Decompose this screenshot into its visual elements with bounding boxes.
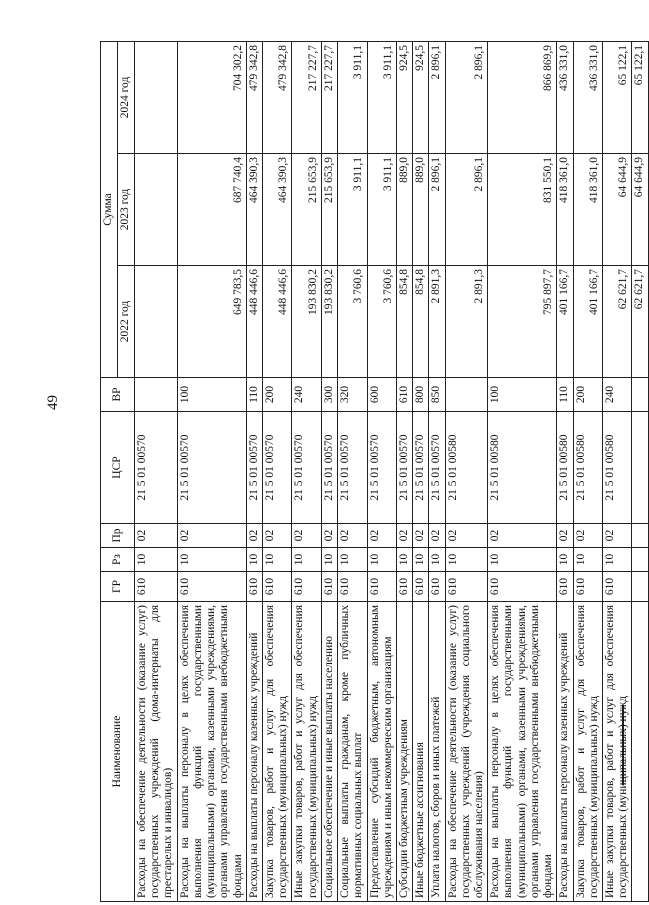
row-vr-cell: 100: [488, 378, 557, 412]
row-vr-cell: 110: [557, 378, 573, 412]
row-vr-cell: 610: [396, 378, 412, 412]
row-2023-cell: 464 390,3: [246, 154, 262, 266]
row-2024-cell: 65 122,1: [603, 41, 632, 153]
row-2022-cell: 193 830,2: [321, 266, 337, 378]
row-name-cell: Расходы на выплаты персоналу казенных учреждений: [557, 602, 573, 902]
empty-cell: [632, 412, 648, 524]
row-gr-cell: 610: [413, 572, 429, 602]
row-2024-cell: 3 911,1: [338, 41, 367, 153]
row-gr-cell: 610: [292, 572, 321, 602]
empty-cell: [632, 378, 648, 412]
empty-cell: [632, 524, 648, 548]
table-row: [135, 41, 178, 901]
row-rz-cell: 10: [177, 548, 246, 572]
table-row: [177, 41, 246, 901]
row-csr-cell: 21 5 01 00570: [246, 412, 262, 524]
row-2024-cell: 479 342,8: [262, 41, 291, 153]
row-name-cell: Расходы на обеспечение деятельности (оказание услуг) государственных учреждений (учреждения социального обслуживания населения): [445, 602, 488, 902]
row-name-cell: Иные бюджетные ассигнования: [413, 602, 429, 902]
row-pr-cell: 02: [262, 524, 291, 548]
row-vr-cell: 320: [338, 378, 367, 412]
row-pr-cell: 02: [488, 524, 557, 548]
row-csr-cell: 21 5 01 00570: [338, 412, 367, 524]
row-name-cell: Расходы на выплаты персоналу в целях обеспечения выполнения функций государственными (муниципальными) органами, казенными учреждениями, органами управления государственными внебюджетными фондами: [488, 602, 557, 902]
row-2022-cell: 448 446,6: [246, 266, 262, 378]
row-2023-cell: 2 896,1: [429, 154, 445, 266]
row-name-cell: Уплата налогов, сборов и иных платежей: [429, 602, 445, 902]
row-2023-cell: [135, 154, 178, 266]
row-gr-cell: 610: [262, 572, 291, 602]
row-2023-cell: 3 911,1: [367, 154, 396, 266]
row-csr-cell: 21 5 01 00580: [573, 412, 602, 524]
row-csr-cell: 21 5 01 00570: [135, 412, 178, 524]
row-rz-cell: 10: [321, 548, 337, 572]
row-name-cell: Иные закупки товаров, работ и услуг для обеспечения государственных (муниципальных) нужд: [292, 602, 321, 902]
row-2022-cell: 649 783,5: [177, 266, 246, 378]
row-csr-cell: 21 5 01 00570: [292, 412, 321, 524]
rotated-table-container: [100, 42, 646, 902]
table-row: [262, 41, 291, 901]
table-row: [396, 41, 412, 901]
row-pr-cell: 02: [573, 524, 602, 548]
row-2024-cell: 217 227,7: [321, 41, 337, 153]
row-name-cell: Расходы на выплаты персоналу в целях обеспечения выполнения функций государственными (муниципальными) органами, казенными учреждениями, органами управления государственными внебюджетными фондами: [177, 602, 246, 902]
row-2022-cell: 854,8: [396, 266, 412, 378]
row-2022-cell: 2 891,3: [445, 266, 488, 378]
row-vr-cell: 600: [367, 378, 396, 412]
row-2024-cell: 65 122,1: [632, 41, 648, 153]
row-pr-cell: 02: [413, 524, 429, 548]
row-pr-cell: 02: [338, 524, 367, 548]
row-vr-cell: [445, 378, 488, 412]
row-rz-cell: 10: [262, 548, 291, 572]
row-2023-cell: 889,0: [413, 154, 429, 266]
row-vr-cell: 850: [429, 378, 445, 412]
row-csr-cell: 21 5 01 00570: [177, 412, 246, 524]
row-rz-cell: 10: [488, 548, 557, 572]
row-csr-cell: 21 5 01 00570: [262, 412, 291, 524]
table-row: [367, 41, 396, 901]
row-csr-cell: 21 5 01 00580: [603, 412, 632, 524]
row-name-cell: Субсидии бюджетным учреждениям: [396, 602, 412, 902]
row-2022-cell: 62 621,7: [603, 266, 632, 378]
row-name-cell: Иные закупки товаров, работ и услуг для обеспечения государственных (муниципальных) нужд: [603, 602, 632, 902]
row-2022-cell: 62 621,7: [632, 266, 648, 378]
row-rz-cell: 10: [246, 548, 262, 572]
row-vr-cell: [135, 378, 178, 412]
row-vr-cell: 240: [292, 378, 321, 412]
row-2022-cell: 3 760,6: [338, 266, 367, 378]
row-vr-cell: 100: [177, 378, 246, 412]
row-pr-cell: 02: [445, 524, 488, 548]
row-gr-cell: 610: [603, 572, 632, 602]
row-gr-cell: 610: [557, 572, 573, 602]
header-sum: Сумма: [101, 41, 118, 377]
row-rz-cell: 10: [573, 548, 602, 572]
empty-cell: [632, 572, 648, 602]
row-vr-cell: 200: [262, 378, 291, 412]
row-pr-cell: 02: [603, 524, 632, 548]
row-rz-cell: 10: [429, 548, 445, 572]
header-year-2022: 2022 год: [118, 266, 135, 378]
row-rz-cell: 10: [445, 548, 488, 572]
table-row: [292, 41, 321, 901]
row-pr-cell: 02: [292, 524, 321, 548]
table-row: [573, 41, 602, 901]
row-gr-cell: 610: [573, 572, 602, 602]
row-2024-cell: [135, 41, 178, 153]
row-2023-cell: 418 361,0: [573, 154, 602, 266]
row-pr-cell: 02: [557, 524, 573, 548]
table-row: [603, 41, 632, 901]
row-gr-cell: 610: [488, 572, 557, 602]
row-name-cell: Социальное обеспечение и иные выплаты населению: [321, 602, 337, 902]
row-rz-cell: 10: [135, 548, 178, 572]
header-rz: Рз: [101, 548, 135, 572]
row-pr-cell: 02: [429, 524, 445, 548]
row-2022-cell: 193 830,2: [292, 266, 321, 378]
row-rz-cell: 10: [338, 548, 367, 572]
row-2024-cell: 2 896,1: [445, 41, 488, 153]
header-pr: Пр: [101, 524, 135, 548]
header-year-2023: 2023 год: [118, 154, 135, 266]
row-2022-cell: [135, 266, 178, 378]
row-rz-cell: 10: [413, 548, 429, 572]
row-gr-cell: 610: [445, 572, 488, 602]
row-pr-cell: 02: [246, 524, 262, 548]
row-name-cell: Предоставление субсидий бюджетным, автономным учреждениям и иным некоммерческим организациям: [367, 602, 396, 902]
row-rz-cell: 10: [367, 548, 396, 572]
row-csr-cell: 21 5 01 00570: [396, 412, 412, 524]
row-csr-cell: 21 5 01 00580: [557, 412, 573, 524]
row-2024-cell: 3 911,1: [367, 41, 396, 153]
row-name-cell: Расходы на обеспечение деятельности (оказание услуг) государственных учреждений (дома-интернаты для престарелых и инвалидов): [135, 602, 178, 902]
row-2022-cell: 2 891,3: [429, 266, 445, 378]
row-2024-cell: 2 896,1: [429, 41, 445, 153]
row-2023-cell: 3 911,1: [338, 154, 367, 266]
table-row-continuation: [632, 41, 648, 901]
empty-cell: [632, 548, 648, 572]
row-csr-cell: 21 5 01 00570: [429, 412, 445, 524]
table-row: [488, 41, 557, 901]
row-name-cell: Расходы на выплаты персоналу казенных учреждений: [246, 602, 262, 902]
row-2022-cell: 448 446,6: [262, 266, 291, 378]
row-2024-cell: 217 227,7: [292, 41, 321, 153]
header-year-2024: 2024 год: [118, 41, 135, 153]
header-vr: ВР: [101, 378, 135, 412]
row-2023-cell: 418 361,0: [557, 154, 573, 266]
header-gr: ГР: [101, 572, 135, 602]
row-vr-cell: 110: [246, 378, 262, 412]
row-name-cell: Закупка товаров, работ и услуг для обеспечения государственных (муниципальных) нужд: [262, 602, 291, 902]
row-gr-cell: 610: [246, 572, 262, 602]
budget-table: [100, 41, 649, 902]
table-row: [445, 41, 488, 901]
row-csr-cell: 21 5 01 00570: [413, 412, 429, 524]
row-rz-cell: 10: [396, 548, 412, 572]
table-row: [321, 41, 337, 901]
row-gr-cell: 610: [429, 572, 445, 602]
row-csr-cell: 21 5 01 00570: [321, 412, 337, 524]
row-rz-cell: 10: [557, 548, 573, 572]
row-csr-cell: 21 5 01 00580: [445, 412, 488, 524]
row-gr-cell: 610: [367, 572, 396, 602]
row-2022-cell: 795 897,7: [488, 266, 557, 378]
row-name-cell: Социальные выплаты гражданам, кроме публичных нормативных социальных выплат: [338, 602, 367, 902]
row-pr-cell: 02: [177, 524, 246, 548]
row-2023-cell: 215 653,9: [292, 154, 321, 266]
row-vr-cell: 200: [573, 378, 602, 412]
row-2024-cell: 479 342,8: [246, 41, 262, 153]
row-2023-cell: 687 740,4: [177, 154, 246, 266]
row-csr-cell: 21 5 01 00580: [488, 412, 557, 524]
row-vr-cell: 240: [603, 378, 632, 412]
row-pr-cell: 02: [396, 524, 412, 548]
table-row: [338, 41, 367, 901]
row-2024-cell: 924,5: [413, 41, 429, 153]
row-2022-cell: 3 760,6: [367, 266, 396, 378]
row-2024-cell: 866 869,9: [488, 41, 557, 153]
row-gr-cell: 610: [135, 572, 178, 602]
row-2023-cell: 64 644,9: [603, 154, 632, 266]
row-name-cell: Закупка товаров, работ и услуг для обеспечения государственных (муниципальных) нужд: [573, 602, 602, 902]
page-number: 49: [45, 395, 61, 410]
table-row: [557, 41, 573, 901]
row-2023-cell: 464 390,3: [262, 154, 291, 266]
row-gr-cell: 610: [321, 572, 337, 602]
header-csr: ЦСР: [101, 412, 135, 524]
row-csr-cell: 21 5 01 00570: [367, 412, 396, 524]
row-2022-cell: 401 166,7: [557, 266, 573, 378]
row-2023-cell: 215 653,9: [321, 154, 337, 266]
row-pr-cell: 02: [367, 524, 396, 548]
row-2024-cell: 436 331,0: [557, 41, 573, 153]
row-2023-cell: 2 896,1: [445, 154, 488, 266]
row-gr-cell: 610: [396, 572, 412, 602]
row-2024-cell: 924,5: [396, 41, 412, 153]
row-gr-cell: 610: [338, 572, 367, 602]
row-pr-cell: 02: [321, 524, 337, 548]
row-2022-cell: 854,8: [413, 266, 429, 378]
row-rz-cell: 10: [292, 548, 321, 572]
header-name: Наименование: [101, 602, 135, 902]
table-row: [246, 41, 262, 901]
row-2023-cell: 889,0: [396, 154, 412, 266]
row-2022-cell: 401 166,7: [573, 266, 602, 378]
empty-cell: [632, 602, 648, 902]
row-2024-cell: 436 331,0: [573, 41, 602, 153]
row-pr-cell: 02: [135, 524, 178, 548]
row-gr-cell: 610: [177, 572, 246, 602]
row-2024-cell: 704 302,2: [177, 41, 246, 153]
row-vr-cell: 800: [413, 378, 429, 412]
row-2023-cell: 64 644,9: [632, 154, 648, 266]
row-rz-cell: 10: [603, 548, 632, 572]
table-row: [413, 41, 429, 901]
row-vr-cell: 300: [321, 378, 337, 412]
table-row: [429, 41, 445, 901]
row-2023-cell: 831 550,1: [488, 154, 557, 266]
